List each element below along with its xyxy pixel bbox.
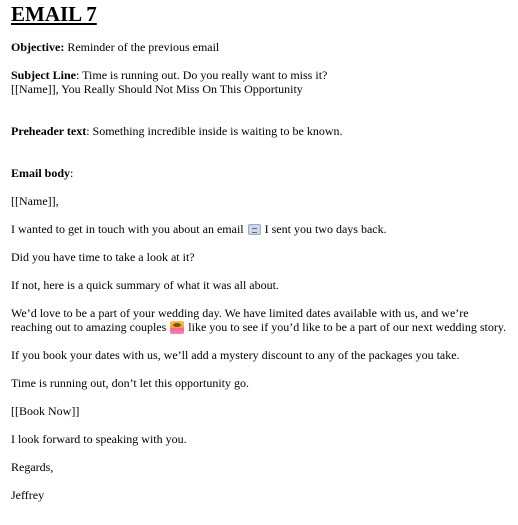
- preheader-line: [11, 124, 507, 138]
- paragraph-2: Did you have time to take a look at it?: [11, 250, 195, 264]
- email-body-label: Email body: [11, 166, 71, 180]
- paragraph-4-start: We’d love to be a part of your wedding day. We have limited dates available with us, and we’re reaching out to amazing couples: [11, 306, 469, 334]
- paragraph-1-end: I sent you two days back.: [264, 222, 387, 236]
- subject-line: [11, 68, 507, 82]
- email-body-label-suffix: :: [70, 166, 74, 180]
- objective-text: Reminder of the previous email: [64, 40, 220, 54]
- preheader-text: : Something incredible inside is waiting to be known.: [86, 124, 343, 138]
- paragraph-7: I look forward to speaking with you.: [11, 432, 187, 446]
- email-emoji-icon: [248, 224, 261, 235]
- paragraph-3: If not, here is a quick summary of what it was all about.: [11, 278, 279, 292]
- paragraph-4-end: like you to see if you’d like to be a part of our next wedding story.: [188, 320, 507, 334]
- paragraph-5: If you book your dates with us, we’ll add a mystery discount to any of the packages you take.: [11, 348, 460, 362]
- sign-off: Regards,: [11, 460, 54, 474]
- objective-line: [11, 40, 507, 54]
- objective-label: Objective:: [11, 40, 65, 54]
- preheader-label: Preheader text: [11, 124, 87, 138]
- signature: Jeffrey: [11, 488, 45, 502]
- book-now-placeholder: [[Book Now]]: [11, 404, 80, 418]
- paragraph-1-start: I wanted to get in touch with you about an email: [11, 222, 244, 236]
- page-title: EMAIL 7: [11, 2, 97, 26]
- subject-label: Subject Line: [11, 68, 77, 82]
- email-body-heading: [11, 166, 507, 180]
- subject-line-2: [[Name]], You Really Should Not Miss On This Opportunity: [11, 82, 303, 96]
- couple-emoji-icon: [170, 321, 184, 334]
- subject-text: : Time is running out. Do you really want to miss it?: [76, 68, 328, 82]
- paragraph-1: [11, 222, 507, 236]
- paragraph-4: [11, 306, 507, 334]
- paragraph-6: Time is running out, don’t let this opportunity go.: [11, 376, 250, 390]
- greeting: [[Name]],: [11, 194, 59, 208]
